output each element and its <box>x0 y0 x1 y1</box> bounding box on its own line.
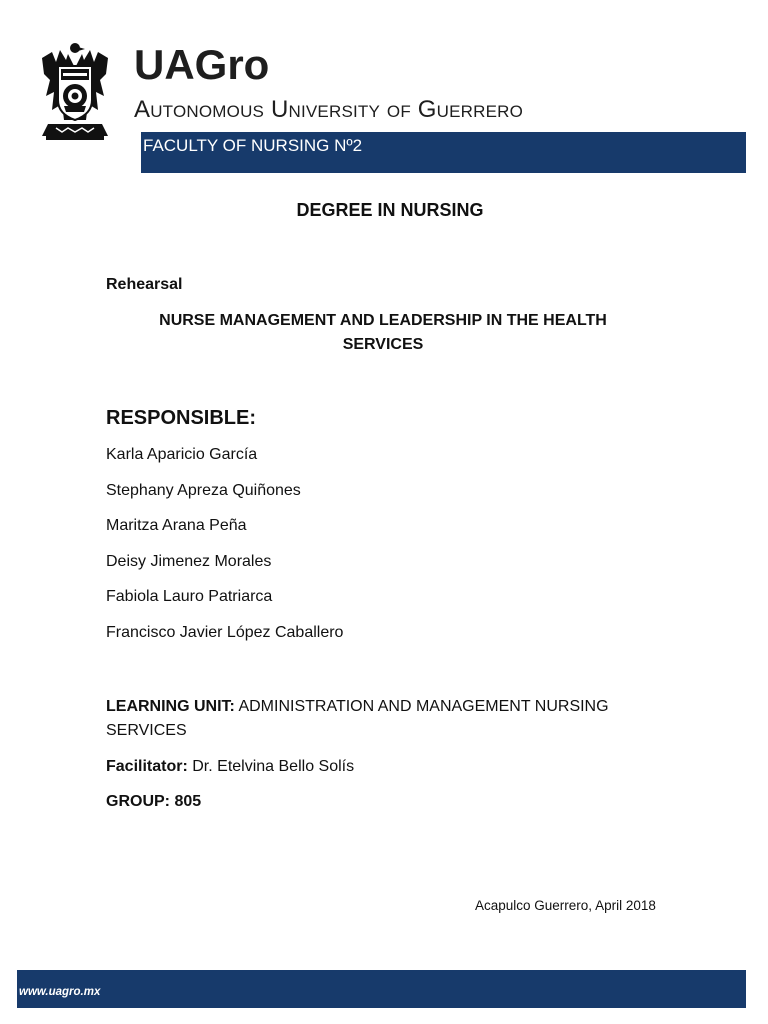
responsible-heading: RESPONSIBLE: <box>106 407 257 429</box>
responsible-list <box>106 445 343 659</box>
document-title: NURSE MANAGEMENT AND LEADERSHIP IN THE HEALTH SERVICES <box>159 312 607 353</box>
learning-unit-label: LEARNING UNIT: <box>106 698 235 715</box>
group-label: GROUP: <box>106 793 170 810</box>
learning-unit <box>106 695 626 743</box>
university-name: Autonomous University of Guerrero <box>134 96 524 123</box>
facilitator-value: Dr. Etelvina Bello Solís <box>192 758 355 775</box>
degree-title: DEGREE IN NURSING <box>296 200 484 220</box>
responsible-member: Maritza Arana Peña <box>106 517 247 535</box>
responsible-member: Fabiola Lauro Patriarca <box>106 588 273 606</box>
responsible-member: Deisy Jimenez Morales <box>106 552 272 570</box>
university-eagle-seal-icon <box>38 40 112 142</box>
group-value: 805 <box>174 793 202 810</box>
place-date: Acapulco Guerrero, April 2018 <box>475 898 656 913</box>
group <box>106 791 201 813</box>
footer-banner <box>17 970 746 1008</box>
responsible-member: Karla Aparicio García <box>106 446 258 463</box>
learning-unit-value: ADMINISTRATION AND MANAGEMENT NURSING SERVICES <box>106 698 609 739</box>
university-acronym: UAGro <box>134 41 270 88</box>
document-type: Rehearsal <box>106 276 183 293</box>
facilitator <box>106 756 354 778</box>
responsible-member: Francisco Javier López Caballero <box>106 623 344 641</box>
faculty-name: FACULTY OF NURSING Nº2 <box>143 136 363 155</box>
footer-website-link[interactable]: www.uagro.mx <box>19 986 101 998</box>
facilitator-label: Facilitator: <box>106 758 188 775</box>
responsible-member: Stephany Apreza Quiñones <box>106 481 301 499</box>
